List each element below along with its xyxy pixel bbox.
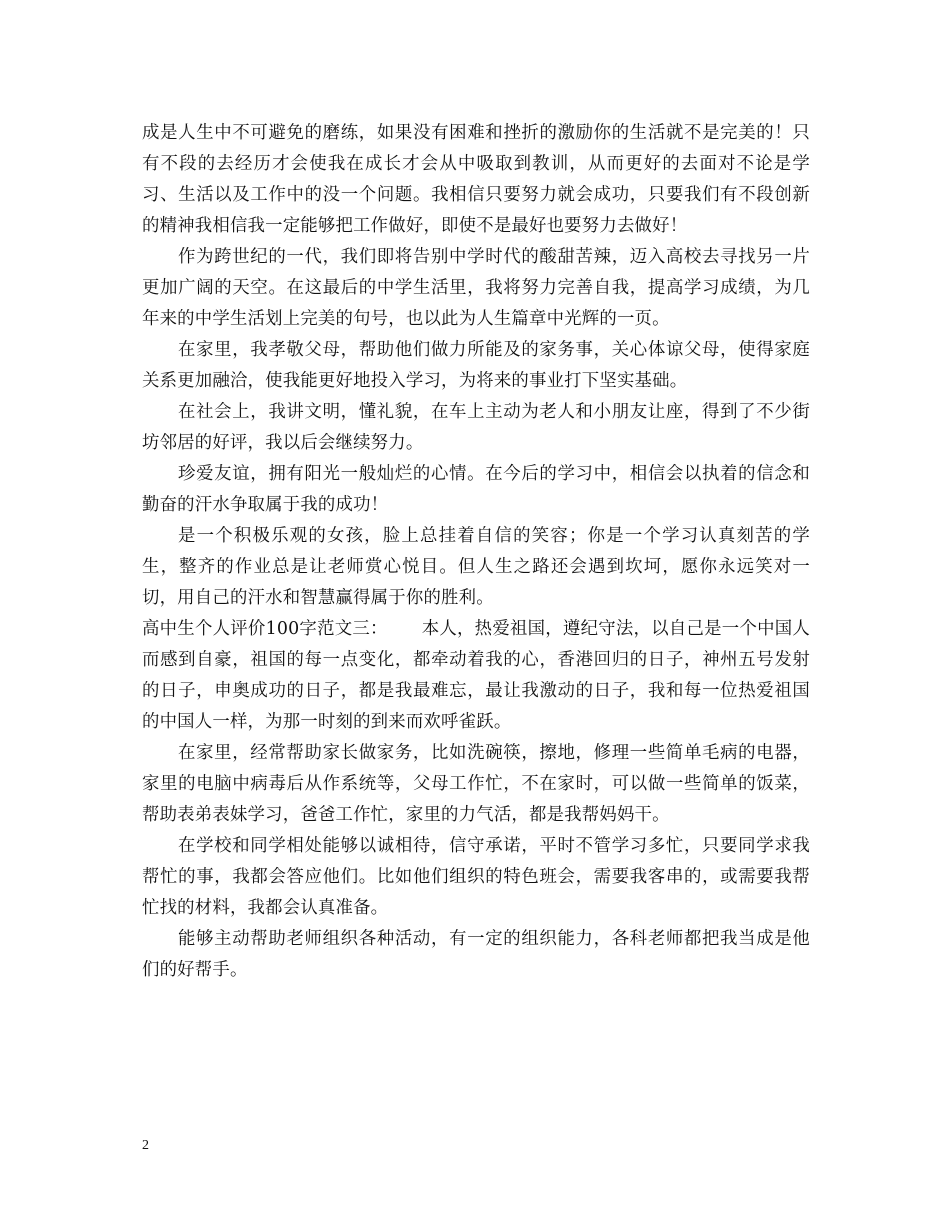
paragraph-friendship: 珍爱友谊，拥有阳光一般灿烂的心情。在今后的学习中，相信会以执着的信念和勤奋的汗水争取属于我的成功！ bbox=[142, 464, 810, 515]
paragraph-housework: 在家里，经常帮助家长做家务，比如洗碗筷，擦地，修理一些简单毛病的电器，家里的电脑中病毒后从作系统等，父母工作忙，不在家时，可以做一些简单的饭菜，帮助表弟表妹学习，爸爸工作忙，家里的力气活，都是我帮妈妈干。 bbox=[142, 743, 810, 825]
paragraph-cross-century: 作为跨世纪的一代，我们即将告别中学时代的酸甜苦辣，迈入高校去寻找另一片更加广阔的天空。在这最后的中学生活里，我将努力完善自我，提高学习成绩，为几年来的中学生活划上完美的句号，也以此为人生篇章中光辉的一页。 bbox=[142, 247, 810, 329]
section-heading: 高中生个人评价100字范文三： bbox=[142, 619, 388, 639]
paragraph-classmates: 在学校和同学相处能够以诚相待，信守承诺，平时不管学习多忙，只要同学求我帮忙的事，我都会答应他们。比如他们组织的特色班会，需要我客串的，或需要我帮忙找的材料，我都会认真准备。 bbox=[142, 836, 810, 918]
paragraph-continuation: 成是人生中不可避免的磨练，如果没有困难和挫折的激励你的生活就不是完美的！只有不段的去经历才会使我在成长才会从中吸取到教训，从而更好的去面对不论是学习、生活以及工作中的没一个问题。我相信只要努力就会成功，只要我们有不段创新的精神我相信我一定能够把工作做好，即使不是最好也要努力去做好！ bbox=[142, 123, 810, 236]
paragraph-at-home: 在家里，我孝敬父母，帮助他们做力所能及的家务事，关心体谅父母，使得家庭关系更加融洽，使我能更好地投入学习，为将来的事业打下坚实基础。 bbox=[142, 340, 810, 391]
paragraph-teacher-comment: 是一个积极乐观的女孩，脸上总挂着自信的笑容；你是一个学习认真刻苦的学生，整齐的作业总是让老师赏心悦目。但人生之路还会遇到坎坷，愿你永远笑对一切，用自己的汗水和智慧赢得属于你的胜利。 bbox=[142, 526, 810, 608]
paragraph-in-society: 在社会上，我讲文明，懂礼貌，在车上主动为老人和小朋友让座，得到了不少街坊邻居的好评，我以后会继续努力。 bbox=[142, 402, 810, 453]
section-three-paragraph bbox=[142, 614, 810, 738]
paragraph-helping-teachers: 能够主动帮助老师组织各种活动，有一定的组织能力，各科老师都把我当成是他们的好帮手。 bbox=[142, 929, 810, 980]
page-number: 2 bbox=[142, 1138, 149, 1153]
document-body bbox=[142, 118, 810, 986]
section-intro-text: 本人，热爱祖国，遵纪守法，以自己是一个中国人而感到自豪，祖国的每一点变化，都牵动着我的心，香港回归的日子，神州五号发射的日子，申奥成功的日子，都是我最难忘，最让我激动的日子，我和每一位热爱祖国的中国人一样，为那一时刻的到来而欢呼雀跃。 bbox=[142, 619, 811, 732]
